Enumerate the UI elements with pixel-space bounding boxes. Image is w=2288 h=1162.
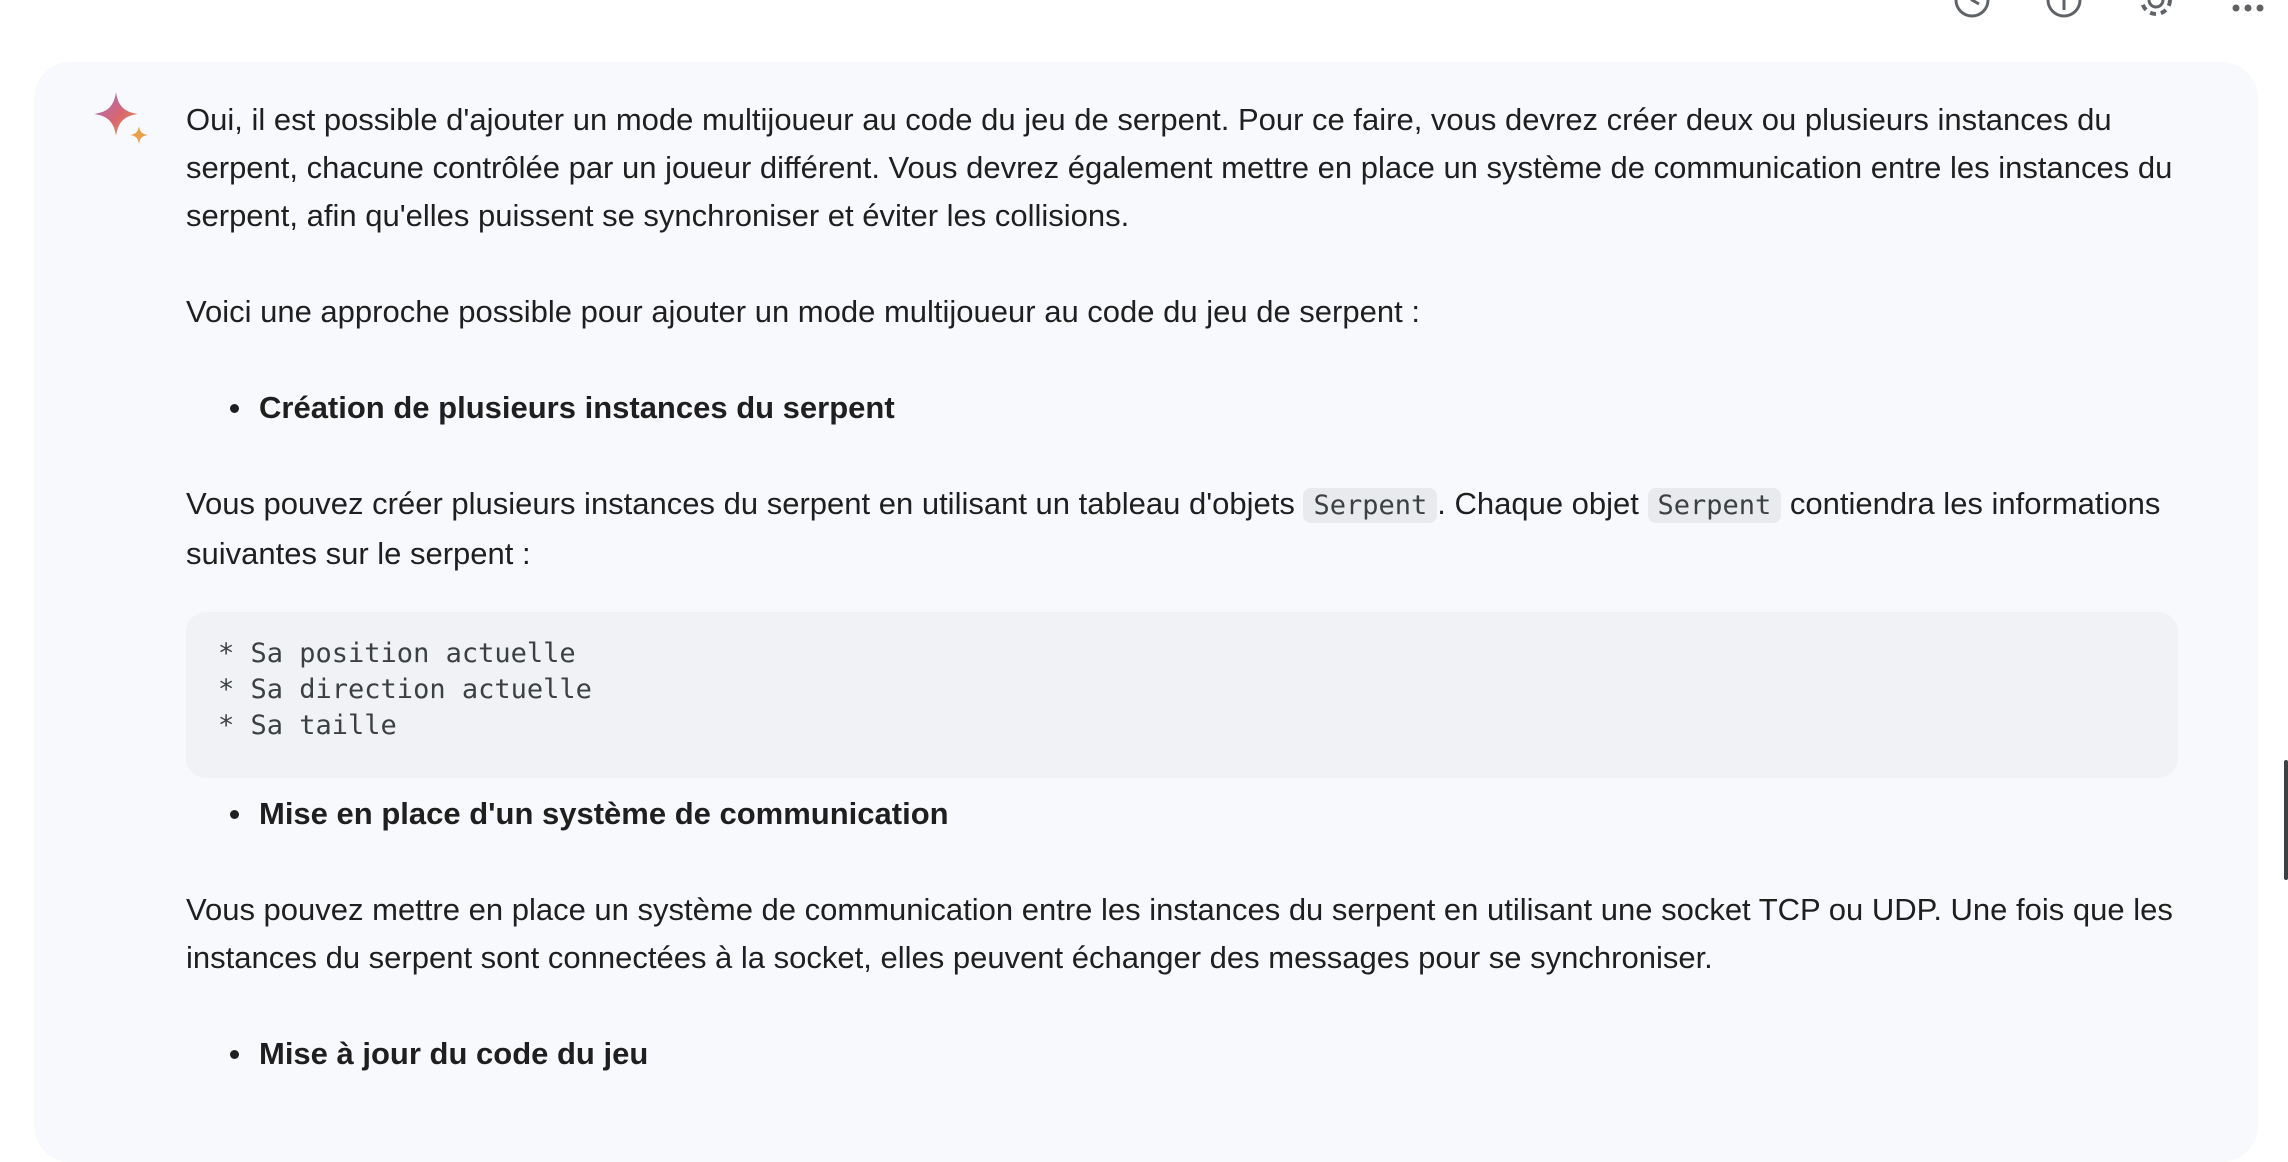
code-block[interactable]: * Sa position actuelle * Sa direction actuelle * Sa taille: [186, 612, 2178, 778]
bullet-label: Création de plusieurs instances du serpent: [259, 390, 895, 425]
response-content: [186, 96, 2186, 1078]
scrollbar-thumb[interactable]: [2284, 760, 2288, 880]
paragraph-text: contiendra les informations suivantes sur le serpent :: [186, 486, 2161, 571]
history-icon[interactable]: [1952, 0, 1992, 20]
bullet-dot-icon: [230, 1050, 239, 1059]
bullet-item: [230, 790, 2186, 838]
intro-paragraph: Oui, il est possible d'ajouter un mode multijoueur au code du jeu de serpent. Pour ce faire, vous devrez créer deux ou plusieurs instances du serpent, chacune contrôlée par un joueur différent. Vous devrez également mettre en place un système de communication entre les instances du serpent, afin qu'elles puissent se synchroniser et éviter les collisions.: [186, 102, 2173, 233]
instances-paragraph: [186, 480, 2186, 578]
gemini-sparkle-icon: [92, 90, 152, 150]
info-icon[interactable]: [2044, 0, 2084, 20]
bullet-label: Mise à jour du code du jeu: [259, 1036, 649, 1071]
more-icon[interactable]: [2228, 0, 2268, 20]
bullet-dot-icon: [230, 810, 239, 819]
bullet-item: [230, 384, 2186, 432]
paragraph-text: Vous pouvez créer plusieurs instances du serpent en utilisant un tableau d'objets: [186, 486, 1304, 521]
bullet-label: Mise en place d'un système de communication: [259, 796, 949, 831]
paragraph-text: . Chaque objet: [1437, 486, 1648, 521]
bullet-dot-icon: [230, 404, 239, 413]
top-toolbar: [1952, 0, 2288, 22]
communication-paragraph: Vous pouvez mettre en place un système de communication entre les instances du serpent en utilisant une socket TCP ou UDP. Une fois que les instances du serpent sont connectées à la socket, elles peuvent échanger des messages pour se synchroniser.: [186, 892, 2173, 975]
inline-code: Serpent: [1303, 488, 1437, 523]
settings-icon[interactable]: [2136, 0, 2176, 20]
inline-code: Serpent: [1648, 488, 1782, 523]
approach-paragraph: Voici une approche possible pour ajouter un mode multijoueur au code du jeu de serpent :: [186, 294, 1420, 329]
bullet-item: [230, 1030, 2186, 1078]
